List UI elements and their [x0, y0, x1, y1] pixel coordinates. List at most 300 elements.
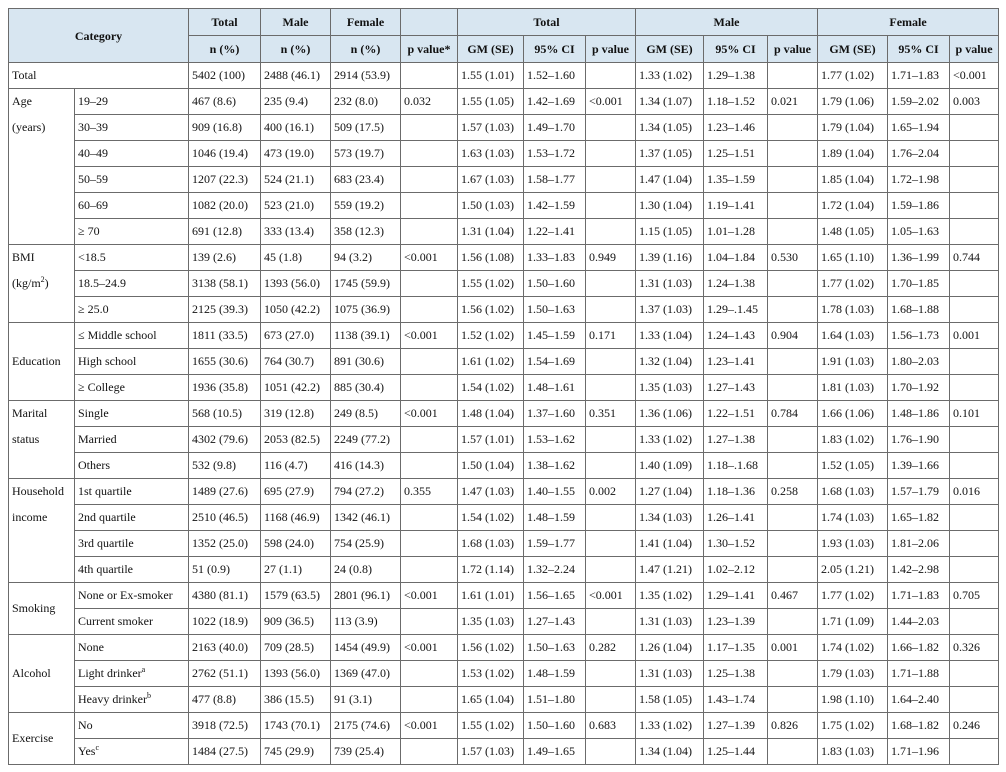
- table-cell: 1.27 (1.04): [636, 479, 704, 505]
- superscript: 2: [40, 275, 45, 284]
- table-cell: 1745 (59.9): [331, 271, 401, 297]
- table-cell: <0.001: [401, 635, 458, 661]
- table-cell: 1.74 (1.02): [818, 635, 888, 661]
- row-sublabel-text: Heavy drinker: [78, 692, 147, 706]
- table-cell: 1393 (56.0): [261, 661, 331, 687]
- table-cell: [950, 687, 999, 713]
- table-cell: 2249 (77.2): [331, 427, 401, 453]
- table-cell: 27 (1.1): [261, 557, 331, 583]
- table-row: [9, 661, 999, 687]
- table-cell: 1.36 (1.06): [636, 401, 704, 427]
- table-cell: 0.001: [950, 323, 999, 349]
- table-cell: 1.79 (1.03): [818, 661, 888, 687]
- header-sub-n: n (%): [261, 36, 331, 63]
- footnote-marker: a: [141, 665, 146, 674]
- table-cell: 1.67 (1.03): [458, 167, 524, 193]
- table-cell: 1393 (56.0): [261, 271, 331, 297]
- row-sublabel: [75, 583, 189, 609]
- row-sublabel: [75, 401, 189, 427]
- table-cell: [768, 167, 818, 193]
- row-sublabel: [75, 167, 189, 193]
- table-cell: 1.65–1.82: [888, 505, 950, 531]
- table-row: [9, 505, 999, 531]
- table-cell: 0.021: [768, 89, 818, 115]
- table-cell: [401, 531, 458, 557]
- table-cell: <0.001: [401, 245, 458, 271]
- table-cell: 1.48–1.59: [524, 505, 586, 531]
- table-cell: 1.04–1.84: [704, 245, 768, 271]
- table-cell: [401, 661, 458, 687]
- table-cell: [768, 349, 818, 375]
- table-cell: 1.74 (1.03): [818, 505, 888, 531]
- table-cell: 467 (8.6): [189, 89, 261, 115]
- table-cell: 1.93 (1.03): [818, 531, 888, 557]
- header-female-gm: Female: [818, 9, 999, 36]
- group-label-line1: Marital: [12, 406, 48, 421]
- table-cell: 754 (25.9): [331, 531, 401, 557]
- table-cell: 358 (12.3): [331, 219, 401, 245]
- table-cell: 885 (30.4): [331, 375, 401, 401]
- table-cell: 0.002: [586, 479, 636, 505]
- row-sublabel: [75, 271, 189, 297]
- table-cell: 1579 (63.5): [261, 583, 331, 609]
- table-cell: 0.258: [768, 479, 818, 505]
- table-cell: 249 (8.5): [331, 401, 401, 427]
- header-total-n: Total: [189, 9, 261, 36]
- table-cell: 1.37–1.60: [524, 401, 586, 427]
- table-row: [9, 193, 999, 219]
- table-cell: 1.65 (1.10): [818, 245, 888, 271]
- table-cell: <0.001: [401, 401, 458, 427]
- table-cell: 1.75 (1.02): [818, 713, 888, 739]
- table-cell: 1.34 (1.07): [636, 89, 704, 115]
- table-cell: 0.171: [586, 323, 636, 349]
- row-sublabel: [75, 713, 189, 739]
- header-category: Category: [9, 9, 189, 63]
- table-cell: 1.81–2.06: [888, 531, 950, 557]
- table-cell: 91 (3.1): [331, 687, 401, 713]
- table-cell: [768, 219, 818, 245]
- table-row: [9, 63, 999, 89]
- table-cell: 1.53–1.72: [524, 141, 586, 167]
- row-group-label: [9, 505, 75, 531]
- table-cell: 909 (36.5): [261, 609, 331, 635]
- table-cell: 1.57 (1.03): [458, 115, 524, 141]
- row-sublabel-text: 3rd quartile: [78, 536, 134, 550]
- table-row: [9, 323, 999, 349]
- table-cell: 0.705: [950, 583, 999, 609]
- table-cell: 1.61 (1.02): [458, 349, 524, 375]
- table-row: [9, 245, 999, 271]
- table-cell: [401, 63, 458, 89]
- table-cell: 319 (12.8): [261, 401, 331, 427]
- group-label-line2: ): [44, 276, 49, 290]
- header-sub-n: n (%): [189, 36, 261, 63]
- row-sublabel: [75, 193, 189, 219]
- table-cell: 2125 (39.3): [189, 297, 261, 323]
- table-cell: [586, 63, 636, 89]
- table-cell: 1.18–1.36: [704, 479, 768, 505]
- table-cell: 1.71–1.83: [888, 63, 950, 89]
- row-group-label: [9, 557, 75, 583]
- table-cell: 1.05–1.63: [888, 219, 950, 245]
- group-label-line1: Age: [12, 94, 32, 109]
- row-sublabel-text: ≥ 70: [78, 224, 100, 238]
- table-cell: 1.35 (1.03): [636, 375, 704, 401]
- table-cell: 1.58 (1.05): [636, 687, 704, 713]
- table-cell: 1.65 (1.04): [458, 687, 524, 713]
- table-cell: 1484 (27.5): [189, 739, 261, 765]
- row-sublabel: [75, 453, 189, 479]
- table-cell: 1.83 (1.03): [818, 739, 888, 765]
- table-row: [9, 427, 999, 453]
- table-cell: [401, 193, 458, 219]
- table-cell: 139 (2.6): [189, 245, 261, 271]
- table-cell: 532 (9.8): [189, 453, 261, 479]
- table-cell: 1.77 (1.02): [818, 63, 888, 89]
- footnote-marker: b: [146, 691, 151, 700]
- table-cell: [950, 505, 999, 531]
- row-label-total: Total: [9, 63, 189, 89]
- row-sublabel: [75, 505, 189, 531]
- table-cell: [768, 661, 818, 687]
- table-row: [9, 531, 999, 557]
- table-cell: 1.78 (1.03): [818, 297, 888, 323]
- table-cell: 400 (16.1): [261, 115, 331, 141]
- table-cell: 1.71–1.83: [888, 583, 950, 609]
- row-sublabel-text: Light drinker: [78, 666, 142, 680]
- group-label-line1: BMI: [12, 250, 35, 265]
- table-cell: 673 (27.0): [261, 323, 331, 349]
- table-cell: 1.68–1.82: [888, 713, 950, 739]
- row-sublabel: [75, 739, 189, 765]
- table-cell: 1.55 (1.05): [458, 89, 524, 115]
- row-sublabel: [75, 661, 189, 687]
- table-cell: 683 (23.4): [331, 167, 401, 193]
- table-cell: 0.744: [950, 245, 999, 271]
- table-cell: 0.032: [401, 89, 458, 115]
- row-group-label: [9, 479, 75, 505]
- table-cell: 1.40 (1.09): [636, 453, 704, 479]
- table-cell: <0.001: [401, 713, 458, 739]
- table-row: [9, 89, 999, 115]
- table-cell: 1.53 (1.02): [458, 661, 524, 687]
- table-cell: 1.52–1.60: [524, 63, 586, 89]
- table-cell: [401, 167, 458, 193]
- table-cell: [950, 219, 999, 245]
- row-sublabel: [75, 245, 189, 271]
- table-cell: 1.44–2.03: [888, 609, 950, 635]
- table-cell: [401, 427, 458, 453]
- table-cell: 1.38–1.62: [524, 453, 586, 479]
- table-cell: 1.49–1.70: [524, 115, 586, 141]
- table-cell: 3138 (58.1): [189, 271, 261, 297]
- table-cell: 1.30–1.52: [704, 531, 768, 557]
- header-pvalue-star: p value*: [401, 36, 458, 63]
- table-cell: 1.42–1.59: [524, 193, 586, 219]
- table-cell: 1.32 (1.04): [636, 349, 704, 375]
- table-cell: 1.85 (1.04): [818, 167, 888, 193]
- table-cell: 1.71–1.88: [888, 661, 950, 687]
- row-sublabel-text: No: [78, 718, 93, 732]
- table-cell: 1.37 (1.05): [636, 141, 704, 167]
- table-cell: 1.36–1.99: [888, 245, 950, 271]
- table-cell: 1.35–1.59: [704, 167, 768, 193]
- row-sublabel: [75, 427, 189, 453]
- table-cell: 1.57 (1.01): [458, 427, 524, 453]
- table-cell: [950, 115, 999, 141]
- table-cell: [950, 167, 999, 193]
- table-cell: 568 (10.5): [189, 401, 261, 427]
- table-cell: [586, 271, 636, 297]
- table-cell: 2053 (82.5): [261, 427, 331, 453]
- table-cell: 2.05 (1.21): [818, 557, 888, 583]
- table-cell: 1.54–1.69: [524, 349, 586, 375]
- table-cell: 1.40–1.55: [524, 479, 586, 505]
- table-cell: 1.77 (1.02): [818, 583, 888, 609]
- table-cell: 1.61 (1.01): [458, 583, 524, 609]
- table-cell: 1022 (18.9): [189, 609, 261, 635]
- header-male-n: Male: [261, 9, 331, 36]
- table-cell: 1.45–1.59: [524, 323, 586, 349]
- table-cell: 1082 (20.0): [189, 193, 261, 219]
- table-cell: 1.63 (1.03): [458, 141, 524, 167]
- table-cell: 1.47 (1.03): [458, 479, 524, 505]
- table-cell: 1.59–1.86: [888, 193, 950, 219]
- table-cell: 1.34 (1.03): [636, 505, 704, 531]
- table-cell: 1811 (33.5): [189, 323, 261, 349]
- table-cell: 1051 (42.2): [261, 375, 331, 401]
- table-cell: 764 (30.7): [261, 349, 331, 375]
- table-cell: <0.001: [950, 63, 999, 89]
- row-sublabel: [75, 349, 189, 375]
- row-sublabel-text: 4th quartile: [78, 562, 133, 576]
- table-cell: 1.72 (1.14): [458, 557, 524, 583]
- table-cell: 2163 (40.0): [189, 635, 261, 661]
- table-cell: [401, 687, 458, 713]
- table-cell: 1.35 (1.03): [458, 609, 524, 635]
- table-cell: [950, 427, 999, 453]
- table-cell: 1138 (39.1): [331, 323, 401, 349]
- table-cell: 1.55 (1.02): [458, 271, 524, 297]
- table-cell: 0.784: [768, 401, 818, 427]
- row-sublabel: [75, 557, 189, 583]
- table-cell: [401, 271, 458, 297]
- header-sub-p: p value: [950, 36, 999, 63]
- row-sublabel-text: Single: [78, 406, 109, 420]
- table-cell: 1.50–1.60: [524, 271, 586, 297]
- table-row: [9, 479, 999, 505]
- header-sub-gm: GM (SE): [458, 36, 524, 63]
- table-cell: 0.683: [586, 713, 636, 739]
- table-cell: 1.52 (1.02): [458, 323, 524, 349]
- table-cell: 45 (1.8): [261, 245, 331, 271]
- table-row: [9, 375, 999, 401]
- table-cell: 1.39–1.66: [888, 453, 950, 479]
- table-cell: 24 (0.8): [331, 557, 401, 583]
- table-cell: 1.24–1.38: [704, 271, 768, 297]
- table-cell: 2801 (96.1): [331, 583, 401, 609]
- table-cell: 1743 (70.1): [261, 713, 331, 739]
- row-sublabel-text: Yes: [78, 744, 96, 758]
- header-row-1: [9, 9, 999, 36]
- table-row: [9, 141, 999, 167]
- table-cell: <0.001: [586, 89, 636, 115]
- row-sublabel-text: 1st quartile: [78, 484, 132, 498]
- table-cell: 1.43–1.74: [704, 687, 768, 713]
- table-cell: 232 (8.0): [331, 89, 401, 115]
- table-cell: [768, 375, 818, 401]
- table-cell: [950, 531, 999, 557]
- table-cell: 1.98 (1.10): [818, 687, 888, 713]
- table-cell: 1168 (46.9): [261, 505, 331, 531]
- table-cell: 1.27–1.43: [704, 375, 768, 401]
- header-sub-ci: 95% CI: [888, 36, 950, 63]
- row-group-label: [9, 453, 75, 479]
- table-cell: [586, 115, 636, 141]
- row-sublabel-text: None or Ex-smoker: [78, 588, 173, 602]
- table-cell: 1.83 (1.02): [818, 427, 888, 453]
- table-cell: 1.76–1.90: [888, 427, 950, 453]
- table-cell: 598 (24.0): [261, 531, 331, 557]
- table-cell: <0.001: [401, 323, 458, 349]
- table-cell: 113 (3.9): [331, 609, 401, 635]
- table-cell: [586, 453, 636, 479]
- group-label-line1: Household: [12, 484, 64, 499]
- table-cell: 1.56–1.65: [524, 583, 586, 609]
- table-cell: 416 (14.3): [331, 453, 401, 479]
- table-cell: 1.72 (1.04): [818, 193, 888, 219]
- table-cell: 1.58–1.77: [524, 167, 586, 193]
- table-cell: 1.19–1.41: [704, 193, 768, 219]
- table-header: [9, 9, 999, 63]
- header-sub-p: p value: [768, 36, 818, 63]
- table-cell: 1.22–1.51: [704, 401, 768, 427]
- table-cell: 1.91 (1.03): [818, 349, 888, 375]
- table-cell: 1.57 (1.03): [458, 739, 524, 765]
- header-female-n: Female: [331, 9, 401, 36]
- table-cell: 473 (19.0): [261, 141, 331, 167]
- row-sublabel: [75, 141, 189, 167]
- row-group-label: Smoking: [9, 583, 75, 635]
- table-cell: [768, 739, 818, 765]
- table-cell: 1.56–1.73: [888, 323, 950, 349]
- table-row: [9, 713, 999, 739]
- table-cell: [586, 687, 636, 713]
- table-cell: 1.66 (1.06): [818, 401, 888, 427]
- table-cell: [768, 453, 818, 479]
- table-cell: 1.25–1.51: [704, 141, 768, 167]
- table-cell: 1.27–1.43: [524, 609, 586, 635]
- table-cell: 1.71–1.96: [888, 739, 950, 765]
- table-cell: 0.530: [768, 245, 818, 271]
- table-cell: 0.949: [586, 245, 636, 271]
- table-cell: 1.29–.1.45: [704, 297, 768, 323]
- row-sublabel-text: 30–39: [78, 120, 108, 134]
- table-cell: 1.22–1.41: [524, 219, 586, 245]
- table-cell: 1.31 (1.03): [636, 661, 704, 687]
- table-cell: 333 (13.4): [261, 219, 331, 245]
- table-cell: 1.51–1.80: [524, 687, 586, 713]
- table-cell: [401, 557, 458, 583]
- row-group-label: Exercise: [9, 713, 75, 765]
- table-cell: 1655 (30.6): [189, 349, 261, 375]
- table-cell: [401, 115, 458, 141]
- row-sublabel-text: 19–29: [78, 94, 108, 108]
- table-cell: [768, 557, 818, 583]
- table-cell: 2488 (46.1): [261, 63, 331, 89]
- table-cell: 1.02–2.12: [704, 557, 768, 583]
- table-cell: 509 (17.5): [331, 115, 401, 141]
- header-sub-ci: 95% CI: [704, 36, 768, 63]
- table-cell: [586, 219, 636, 245]
- row-sublabel: [75, 219, 189, 245]
- table-cell: 1.33–1.83: [524, 245, 586, 271]
- row-sublabel: [75, 115, 189, 141]
- table-cell: [586, 427, 636, 453]
- row-sublabel: [75, 635, 189, 661]
- header-sub-ci: 95% CI: [524, 36, 586, 63]
- table-cell: 2175 (74.6): [331, 713, 401, 739]
- header-sub-gm: GM (SE): [636, 36, 704, 63]
- row-sublabel-text: None: [78, 640, 104, 654]
- table-row: [9, 453, 999, 479]
- table-cell: [586, 349, 636, 375]
- header-total-gm: Total: [458, 9, 636, 36]
- table-cell: 1.68 (1.03): [818, 479, 888, 505]
- table-cell: 1.26–1.41: [704, 505, 768, 531]
- row-sublabel-text: Current smoker: [78, 614, 153, 628]
- table-cell: 0.282: [586, 635, 636, 661]
- table-cell: [586, 609, 636, 635]
- table-cell: 1.59–2.02: [888, 89, 950, 115]
- table-cell: 1.42–2.98: [888, 557, 950, 583]
- table-cell: [401, 609, 458, 635]
- table-cell: 2914 (53.9): [331, 63, 401, 89]
- table-cell: [401, 739, 458, 765]
- table-cell: 1.42–1.69: [524, 89, 586, 115]
- table-cell: 1.71 (1.09): [818, 609, 888, 635]
- table-cell: 1075 (36.9): [331, 297, 401, 323]
- table-cell: [401, 453, 458, 479]
- table-cell: 94 (3.2): [331, 245, 401, 271]
- table-row: [9, 167, 999, 193]
- table-cell: 1.65–1.94: [888, 115, 950, 141]
- table-cell: 891 (30.6): [331, 349, 401, 375]
- table-cell: [950, 609, 999, 635]
- table-cell: [768, 193, 818, 219]
- table-cell: 1.57–1.79: [888, 479, 950, 505]
- table-cell: [768, 609, 818, 635]
- table-cell: [401, 505, 458, 531]
- row-group-label: [9, 141, 75, 167]
- table-cell: [586, 531, 636, 557]
- table-cell: 1.56 (1.02): [458, 635, 524, 661]
- table-cell: 1.39 (1.16): [636, 245, 704, 271]
- table-cell: 0.016: [950, 479, 999, 505]
- table-cell: 1.31 (1.03): [636, 271, 704, 297]
- table-cell: [950, 557, 999, 583]
- table-cell: [950, 453, 999, 479]
- table-cell: [586, 297, 636, 323]
- row-group-label: [9, 271, 75, 297]
- table-row: [9, 219, 999, 245]
- row-sublabel-text: Others: [78, 458, 110, 472]
- row-sublabel-text: 40–49: [78, 146, 108, 160]
- table-cell: 1.66–1.82: [888, 635, 950, 661]
- row-sublabel-text: ≥ 25.0: [78, 302, 109, 316]
- table-cell: 5402 (100): [189, 63, 261, 89]
